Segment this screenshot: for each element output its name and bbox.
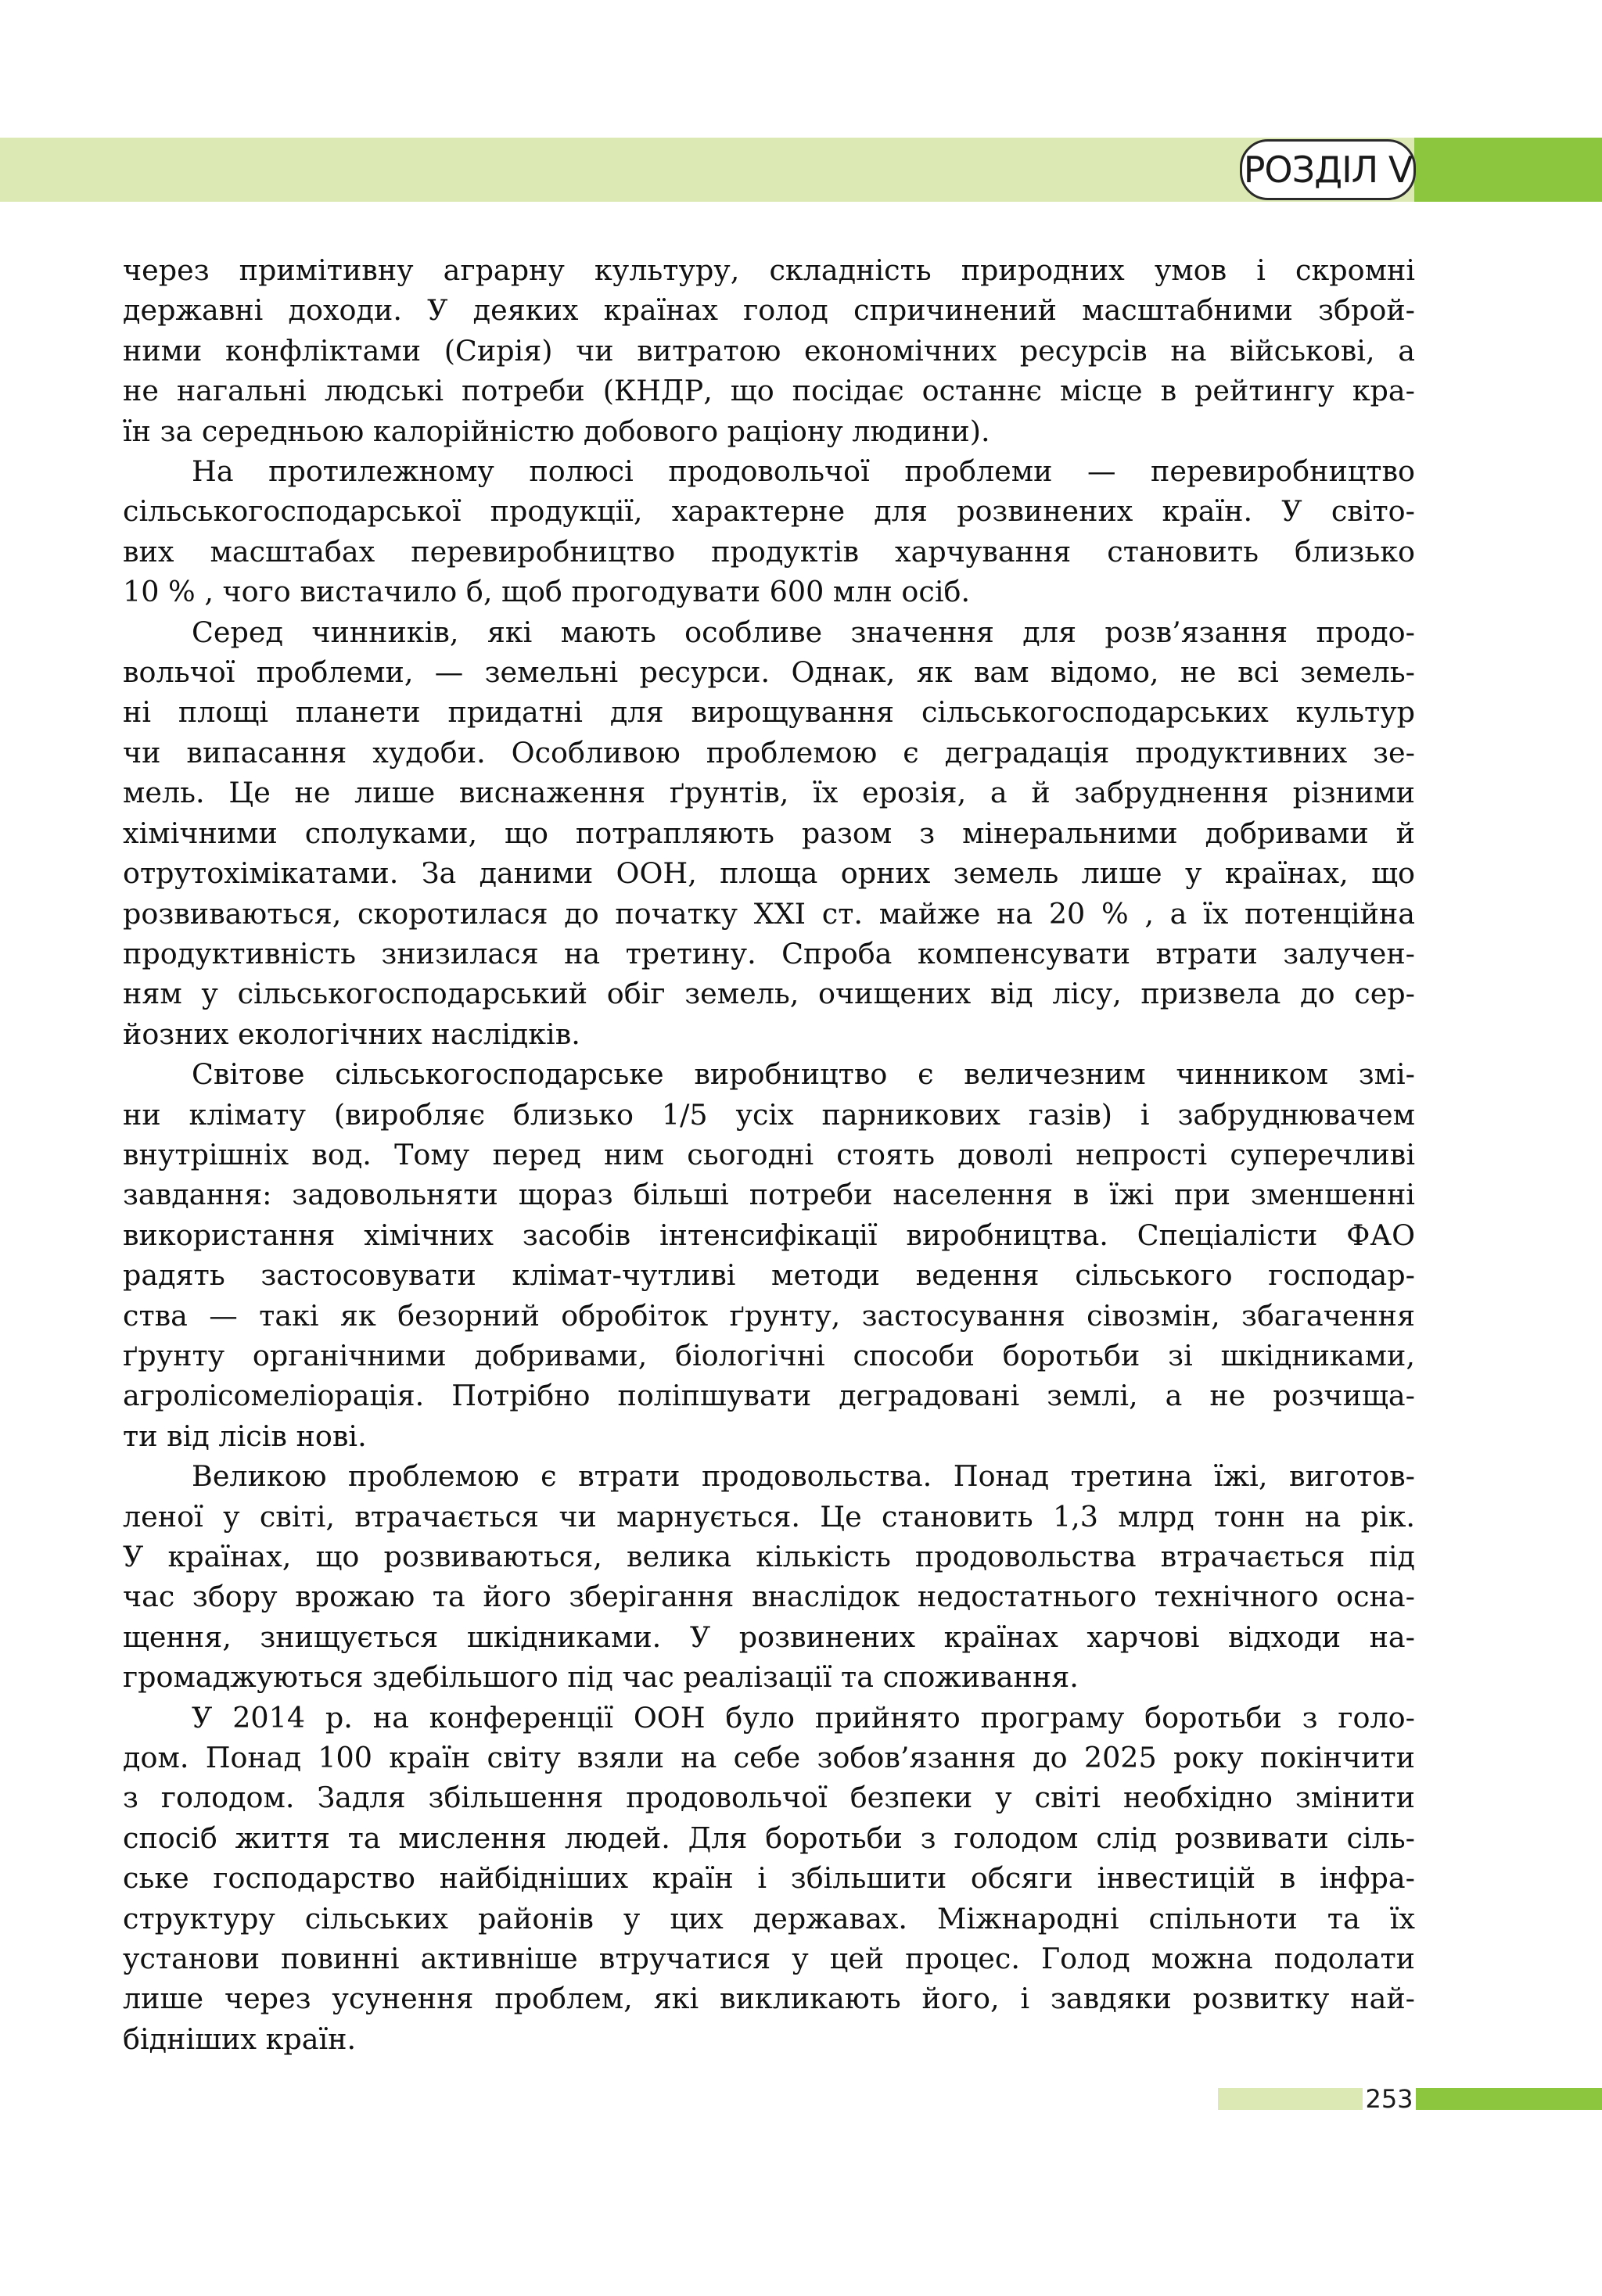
text-line: ства — такі як безорний обробіток ґрунту, застосування сівозмін, збагачення: [123, 1298, 1415, 1333]
text-line: лише через усунення проблем, які викликають його, і завдяки розвитку най-: [123, 1982, 1415, 2016]
header-accent: [1414, 138, 1602, 202]
text-line: бідніших країн.: [123, 2022, 357, 2056]
text-line: установи повинні активніше втручатися у цей процес. Голод можна подолати: [123, 1942, 1415, 1976]
text-line: дом. Понад 100 країн світу взяли на себе зобов’язання до 2025 року покінчити: [123, 1741, 1415, 1775]
text-line: Серед чинників, які мають особливе значення для розв’язання продо-: [192, 615, 1415, 649]
text-line: леної у світі, втрачається чи марнується. Це становить 1,3 млрд тонн на рік.: [123, 1499, 1415, 1534]
text-line: радять застосовувати клімат-чутливі методи ведення сільського господар-: [123, 1258, 1415, 1293]
text-line: хімічними сполуками, що потрапляють разом з мінеральними добривами й: [123, 816, 1415, 850]
text-line: громаджуються здебільшого під час реалізації та споживання.: [123, 1660, 1079, 1695]
text-line: ґрунту органічними добривами, біологічні способи боротьби зі шкідниками,: [123, 1338, 1415, 1372]
text-line: У країнах, що розвиваються, велика кількість продовольства втрачається під: [123, 1540, 1415, 1573]
text-line: вих масштабах перевиробництво продуктів харчування становить близько: [123, 534, 1415, 569]
text-line: їн за середньою калорійністю добового раціону людини).: [123, 414, 990, 448]
section-label: РОЗДІЛ V: [1240, 139, 1416, 200]
text-line: продуктивність знизилася на третину. Спроба компенсувати втрати залучен-: [123, 936, 1415, 970]
body-text: [123, 250, 1415, 2059]
text-line: 10 % , чого вистачило б, щоб прогодувати 600 млн осіб.: [123, 575, 971, 609]
text-line: чи випасання худоби. Особливою проблемою є деградація продуктивних зе-: [123, 735, 1415, 770]
text-line: державні доходи. У деяких країнах голод спричинений масштабними збрoй-: [123, 293, 1415, 328]
text-line: ське господарство найбідніших країн і збільшити обсяги інвестицій в інфра-: [123, 1861, 1415, 1896]
text-line: спосіб життя та мислення людей. Для боротьби з голодом слід розвивати сіль-: [123, 1821, 1415, 1855]
text-line: ням у сільськогосподарський обіг земель, очищених від лісу, призвела до сер-: [123, 977, 1415, 1011]
text-line: внутрішніх вод. Тому перед ним сьогодні стоять доволі непрості суперечливі: [123, 1137, 1415, 1171]
text-line: вольчої проблеми, — земельні ресурси. Однак, як вам відомо, не всі земель-: [123, 655, 1415, 690]
text-line: через примітивну аграрну культуру, складність природних умов і скромні: [123, 253, 1415, 287]
text-line: Світове сільськогосподарське виробництво є величезним чинником змі-: [192, 1057, 1415, 1092]
text-line: ти від лісів нові.: [123, 1419, 367, 1453]
footer-accent: [1416, 2088, 1602, 2110]
text-line: структуру сільських районів у цих державах. Міжнародні спільноти та їх: [123, 1901, 1415, 1935]
text-line: час збору врожаю та його зберігання внаслідок недостатнього технічного осна-: [123, 1580, 1415, 1614]
page-number: 253: [1363, 2083, 1416, 2115]
text-line: використання хімічних засобів інтенсифікації виробництва. Спеціалісти ФАО: [123, 1218, 1415, 1252]
text-line: завдання: задовольняти щораз більші потреби населення в їжі при зменшенні: [123, 1178, 1415, 1212]
text-line: отрутохімікатами. За даними ООН, площа орних земель лише у країнах, що: [123, 856, 1415, 891]
text-line: ни клімату (виробляє близько 1/5 усіх парникових газів) і забруднювачем: [123, 1097, 1415, 1132]
text-line: агролісомеліорація. Потрібно поліпшувати деградовані землі, а не розчища-: [123, 1379, 1415, 1413]
text-line: не нагальні людські потреби (КНДР, що посідає останнє місце в рейтингу кра-: [123, 374, 1415, 408]
text-line: На протилежному полюсі продовольчої проблеми — перевиробництво: [192, 454, 1415, 489]
text-line: У 2014 р. на конференції ООН було прийнято програму боротьби з голо-: [192, 1700, 1415, 1735]
text-line: розвиваються, скоротилася до початку XXI ст. майже на 20 % , а їх потенційна: [123, 896, 1415, 931]
text-line: ними конфліктами (Сирія) чи витратою економічних ресурсів на військові, а: [123, 333, 1415, 368]
text-line: з голодом. Задля збільшення продовольчої безпеки у світі необхідно змінити: [123, 1781, 1415, 1815]
text-line: ні площі планети придатні для вирощування сільськогосподарських культур: [123, 695, 1415, 730]
text-line: сільськогосподарської продукції, характерне для розвинених країн. У світо-: [123, 494, 1415, 529]
text-line: Великою проблемою є втрати продовольства. Понад третина їжі, виготов-: [192, 1459, 1415, 1494]
text-line: йозних екологічних наслідків.: [123, 1017, 580, 1051]
text-line: мель. Це не лише виснаження ґрунтів, їх ерозія, а й забруднення різними: [123, 776, 1415, 810]
text-line: щення, знищується шкідниками. У розвинених країнах харчові відходи на-: [123, 1620, 1415, 1654]
